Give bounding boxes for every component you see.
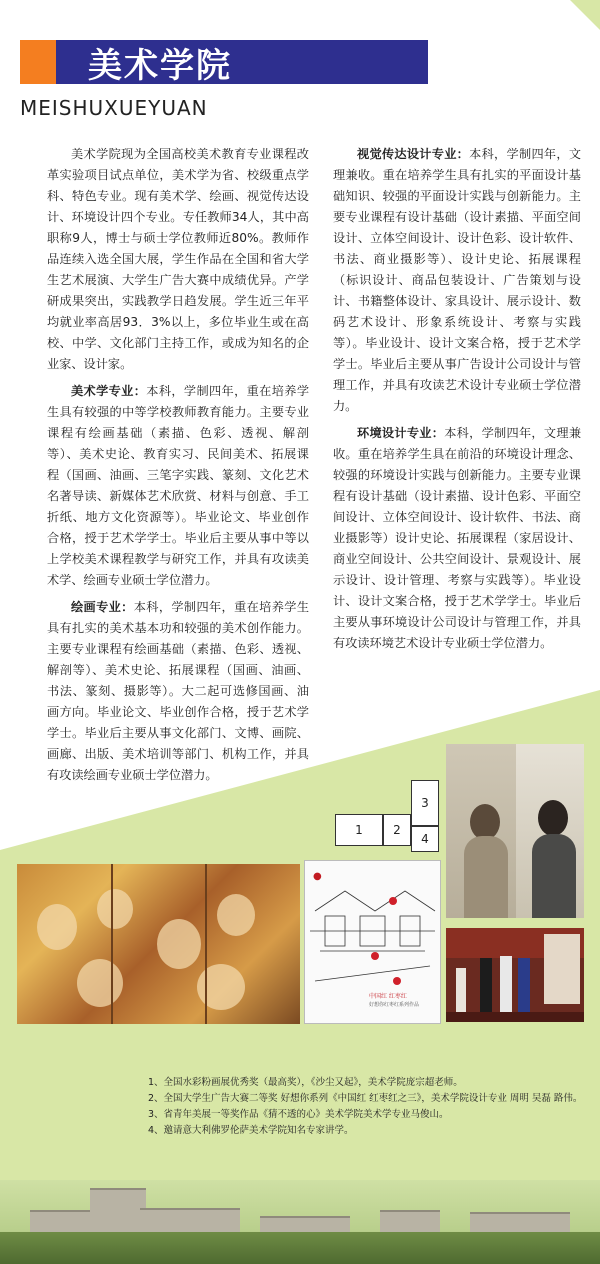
- page-title: 美术学院: [88, 46, 232, 86]
- intro-paragraph: 美术学院现为全国高校美术教育专业课程改革实验项目试点单位，美术学为省、校级重点学科、特色专业。现有美术学、绘画、视觉传达设计、环境设计四个专业。专任教师34人，其中高职称9人，博士与硕士学位教师近80%。教师作品连续入选全国大展，学生作品在全国和省大学生艺术展演、大学生广告大赛中成绩优异。产学研成果突出，实践教学日趋发展。学生近三年平均就业率高居93．3%以上，多位毕业生或在高校、中学、文化部门主持工作，或成为知名的企业家、设计家。: [47, 147, 309, 371]
- note-item: 3、省青年美展一等奖作品《猜不透的心》美术学院美术学专业马俊山。: [148, 1109, 449, 1120]
- portrait-painting-image: [446, 744, 584, 918]
- page-subtitle: MEISHUXUEYUAN: [20, 96, 208, 120]
- photo-key-2: 2: [383, 814, 411, 846]
- right-column: [333, 144, 581, 660]
- section-body: 本科，学制四年，重在培养学生具有较强的中等学校教师教育能力。主要专业课程有绘画基础（素描、色彩、透视、解剖等）、美术史论、教育实习、民间美术、拓展课程（国画、油画、三笔字实践、篆刻、文化艺术名著导读、新媒体艺术欣赏、材料与创意、手工折纸、地方文化资源等）。毕业论文、毕业创作合格，授于艺术学学士。毕业后主要从事中等以上学校美术课程教学与研究工作，并具有攻读美术学、绘画专业硕士学位潜力。: [47, 384, 310, 587]
- award-painting-image: [17, 864, 300, 1024]
- title-accent-block: [20, 40, 56, 84]
- section-heading: 环境设计专业：: [357, 426, 445, 440]
- section-fine-arts: [47, 381, 309, 591]
- note-item: 1、全国水彩粉画展优秀奖（最高奖），《沙尘又起》，美术学院庞宗超老师。: [148, 1077, 463, 1088]
- section-body: 本科，学制四年，文理兼收。重在培养学生具在前沿的环境设计理念、较强的环境设计实践与创新能力。主要专业课程有设计基础（设计素描、设计色彩、平面空间设计、立体空间设计、设计软件、书法、商业摄影等）设计史论、拓展课程（家居设计、商业空间设计、公共空间设计、景观设计、展示设计、设计管理、考察与实践等）。毕业设计、设计文案合格，授于艺术学学士。毕业后主要从事环境设计公司设计与管理工作，并具有攻读环境艺术设计专业硕士学位潜力。: [333, 426, 582, 650]
- note-item: 2、全国大学生广告大赛二等奖 好想你系列《中国红 红枣红之三》，美术学院设计专业 周明 吴磊 路伟。: [148, 1093, 583, 1104]
- photo-key-3: 3: [411, 780, 439, 826]
- section-heading: 绘画专业：: [71, 600, 134, 614]
- section-heading: 视觉传达设计专业：: [357, 147, 470, 161]
- poster-subtitle: 好想你红枣红系列作品: [369, 1002, 420, 1008]
- poster-title: 中国红 红枣红: [369, 993, 407, 1000]
- section-body: 本科，学制四年，重在培养学生具有扎实的美术基本功和较强的美术创作能力。主要专业课程有绘画基础（素描、色彩、透视、解剖等）、美术史论、拓展课程（国画、油画、书法、篆刻、摄影等）。大二起可选修国画、油画方向。毕业论文、毕业创作合格，授于艺术学学士。毕业后主要从事文化部门、文博、画院、画廊、出版、美术培训等部门、机构工作，并具有攻读绘画专业硕士学位潜力。: [47, 600, 310, 782]
- section-painting: [47, 597, 309, 786]
- photo-key-1: 1: [335, 814, 383, 846]
- left-column: [47, 144, 309, 792]
- section-body: 本科，学制四年，文理兼收。重在培养学生具有扎实的平面设计基础知识、较强的平面设计实践与创新能力。主要专业课程有设计基础（设计素描、平面空间设计、立体空间设计、设计色彩、设计软件、书法、商业摄影等）、设计史论、拓展课程（标识设计、商品包装设计、广告策划与设计、书籍整体设计、家具设计、展示设计、数码艺术设计、形象系统设计、考察与实践等）。毕业设计、设计文案合格，授于艺术学学士。毕业后主要从事广告设计公司设计与管理工作，并具有攻读艺术设计专业硕士学位潜力。: [333, 147, 582, 413]
- svg-text:●: ●: [313, 871, 322, 882]
- section-heading: 美术学专业：: [71, 384, 147, 398]
- note-item: 4、邀请意大利佛罗伦萨美术学院知名专家讲学。: [148, 1125, 354, 1136]
- award-poster-image: [304, 860, 441, 1024]
- photo-notes: [148, 1075, 582, 1139]
- section-visual-design: [333, 144, 581, 417]
- section-environment-design: [333, 423, 581, 654]
- lecture-photo-image: [446, 928, 584, 1022]
- photo-key-4: 4: [411, 826, 439, 852]
- campus-image: [0, 1180, 600, 1264]
